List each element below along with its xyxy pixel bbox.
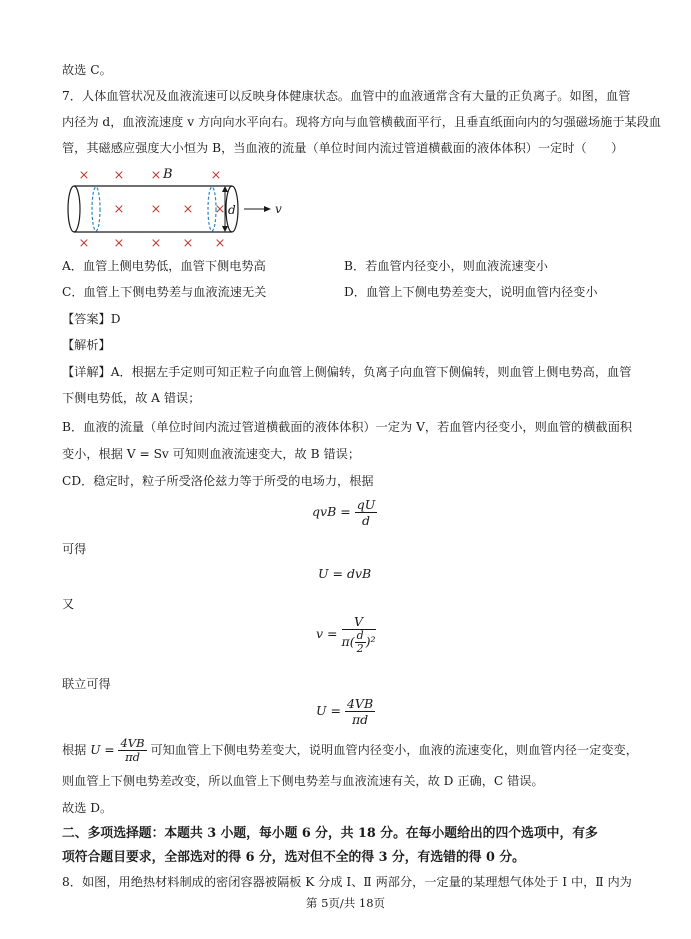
conclusion-line1 [62, 737, 638, 764]
field-cross: × [150, 202, 162, 217]
equation-1 [312, 497, 377, 528]
detail-b-line1: B．血液的流量（单位时间内流过管道横截面的液体体积）一定为 V，若血管内径变小，则血管的横截面积 [62, 420, 633, 434]
label-v: v [275, 202, 282, 216]
eq3-left: v = [316, 626, 338, 641]
option-B: B．若血管内径变小，则血液流速变小 [344, 259, 548, 273]
equation-4 [316, 696, 375, 727]
equation-3 [316, 614, 376, 655]
lianli-text: 联立可得 [62, 677, 111, 691]
answer-line [62, 311, 121, 328]
eq4-left: U = [316, 703, 341, 718]
option-C: C．血管上下侧电势差与血液流速无关 [62, 285, 267, 299]
question7-line1: 7．人体血管状况及血液流速可以反映身体健康状态。血管中的血液通常含有大量的正负离子。如图，血管 [62, 89, 631, 103]
eq3-inner-den: 2 [356, 642, 364, 655]
conclusion-denominator: πd [125, 750, 140, 764]
eq3-close: )² [365, 634, 376, 649]
field-cross: × [150, 168, 162, 183]
field-cross: × [78, 236, 90, 251]
conclusion-eq-left: U = [90, 743, 115, 757]
detail-a-line2: 下侧电势低，故 A 错误； [62, 391, 201, 405]
page-footer: 第 5页/共 18页 [305, 896, 386, 910]
cross-section-left [92, 187, 100, 231]
section2-heading-line2: 项符合题目要求，全部选对的得 6 分，选对但不全的得 3 分，有选错的得 0 分。 [62, 850, 525, 865]
question8-line1: 8．如图，用绝热材料制成的密闭容器被隔板 K 分成 Ⅰ、Ⅱ 两部分，一定量的某理想气体处于 Ⅰ 中，Ⅱ 内为 [62, 875, 632, 889]
section2-heading-line1: 二、多项选择题：本题共 3 小题，每小题 6 分，共 18 分。在每小题给出的四个选项中，有多 [62, 826, 598, 841]
label-d: d [228, 203, 236, 217]
previous-answer: 故选 C。 [62, 63, 112, 77]
detail-b-line2: 变小，根据 V = Sv 可知则血液流速变大，故 B 错误； [62, 447, 361, 461]
analysis-tag: 【解析】 [62, 338, 111, 352]
eq3-inner-fraction [355, 630, 366, 655]
question7-line3: 管，其磁感应强度大小恒为 B，当血液的流量（单位时间内流过管道横截面的液体体积）一定时（ ） [62, 141, 624, 155]
blood-vessel-figure [62, 164, 302, 252]
question7-line2: 内径为 d，血液流速度 v 方向向水平向右。现将方向与血管横截面平行，且垂直纸面向内的匀强磁场施于某段血 [62, 115, 662, 129]
field-cross: × [214, 202, 226, 217]
eq1-fraction [355, 497, 378, 528]
field-cross: × [113, 202, 125, 217]
field-cross: × [113, 168, 125, 183]
eq3-inner-num: d [356, 629, 364, 642]
vessel-left-end [68, 186, 80, 232]
field-cross: × [113, 236, 125, 251]
conclusion-numerator: 4VB [120, 736, 145, 750]
eq4-numerator: 4VB [346, 696, 374, 711]
conclusion-text: 可知血管上下侧电势差变大，说明血管内径变小，血液的流速变化，则血管内径一定变变， [150, 743, 638, 757]
field-cross: × [182, 202, 194, 217]
detail-cd-line: CD．稳定时，粒子所受洛伦兹力等于所受的电场力，根据 [62, 474, 374, 488]
final-answer: 故选 D。 [62, 801, 113, 815]
option-A: A．血管上侧电势低，血管下侧电势高 [62, 259, 266, 273]
answer-value: D [110, 312, 121, 326]
field-cross: × [150, 236, 162, 251]
field-cross: × [214, 236, 226, 251]
field-cross: × [210, 168, 222, 183]
label-B: B [163, 167, 173, 182]
answer-tag: 【答案】 [62, 312, 111, 326]
equation-2: U = dvB [318, 566, 372, 581]
eq1-left: qvB = [312, 504, 351, 519]
eq4-fraction [345, 696, 375, 727]
kede-text: 可得 [62, 542, 87, 556]
eq3-fraction [342, 614, 376, 655]
eq1-denominator: d [361, 513, 370, 528]
eq3-pi: π( [341, 634, 355, 649]
you-text: 又 [62, 597, 75, 611]
detail-a-line1: 【详解】A．根据左手定则可知正粒子向血管上侧偏转，负离子向血管下侧偏转，则血管上侧电势高，血管 [62, 365, 632, 379]
conclusion-prefix: 根据 [62, 743, 87, 757]
field-cross: × [182, 236, 194, 251]
conclusion-line2: 则血管上下侧电势差改变，所以血管上下侧电势差与血液流速有关，故 D 正确，C 错误。 [62, 774, 544, 788]
eq3-denominator [342, 630, 376, 655]
eq4-denominator: πd [351, 712, 369, 727]
field-cross: × [78, 168, 90, 183]
conclusion-fraction [118, 737, 146, 764]
eq3-numerator: V [342, 614, 376, 630]
option-D: D．血管上下侧电势差变大，说明血管内径变小 [344, 285, 598, 299]
eq1-numerator: qU [356, 497, 376, 512]
